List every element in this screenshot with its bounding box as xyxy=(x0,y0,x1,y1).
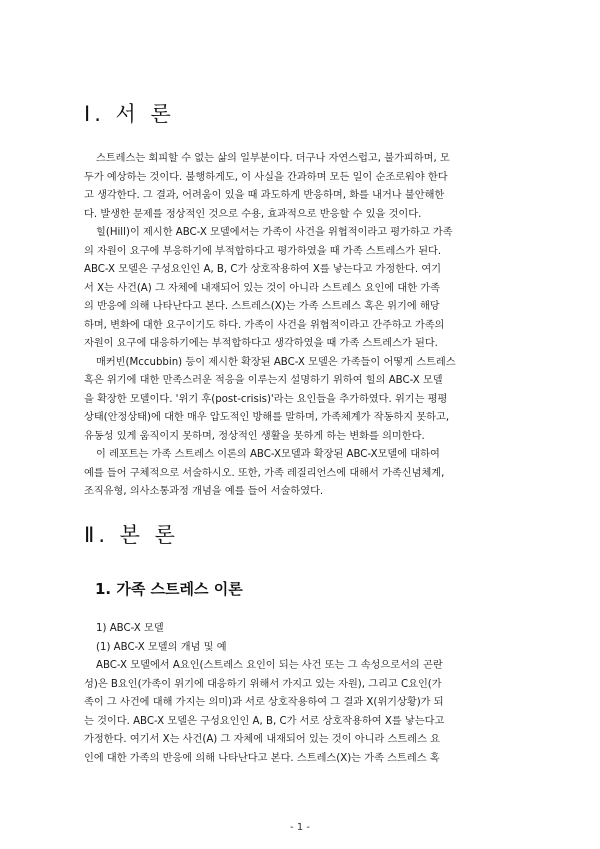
text-line: 족이 그 사건에 대해 가지는 의미)과 서로 상호작용하여 그 결과 X(위기상황)가 되 xyxy=(84,697,444,708)
subsection-title: 1. 가족 스트레스 이론 xyxy=(95,580,243,598)
text-line: 조직유형, 의사소통과정 개념을 예를 들어 서술하였다. xyxy=(84,486,324,497)
text-line: ABC-X 모델에서 A요인(스트레스 요인이 되는 사건 또는 그 속성으로서의 곤란 xyxy=(96,660,443,671)
section-title-introduction: Ⅰ. 서 론 xyxy=(84,102,175,126)
text-line: 의 반응에 의해 나타난다고 본다. 스트레스(X)는 가족 스트레스 혹은 위기에 해당 xyxy=(84,301,440,312)
text-line: 고 생각한다. 그 결과, 어려움이 있을 때 과도하게 반응하며, 화를 내거나 불안해한 xyxy=(84,190,445,201)
body-text xyxy=(84,620,516,768)
text-line: 매커빈(Mccubbin) 등이 제시한 확장된 ABC-X 모델은 가족들이 어떻게 스트레스 xyxy=(96,356,456,368)
text-line: (1) ABC-X 모델의 개념 및 예 xyxy=(96,641,227,653)
text-line: 의 자원이 요구에 부응하기에 부적합하다고 평가하였을 때 가족 스트레스가 된다. xyxy=(84,245,442,257)
text-line: 가정한다. 여기서 X는 사건(A) 그 자체에 내재되어 있는 것이 아니라 스트레스 요 xyxy=(84,734,440,745)
text-line: 을 확장한 모델이다. '위기 후(post-crisis)'라는 요인들을 추가하였다. 위기는 평평 xyxy=(84,393,448,405)
text-line: 인에 대한 가족의 반응에 의해 나타난다고 본다. 스트레스(X)는 가족 스트레스 혹 xyxy=(84,752,440,764)
text-line: 스트레스는 회피할 수 없는 삶의 일부분이다. 더구나 자연스럽고, 불가피하며, 모 xyxy=(96,153,450,164)
text-line: 두가 예상하는 것이다. 불행하게도, 이 사실을 간과하며 모든 일이 순조로워야 한다 xyxy=(84,171,448,183)
text-line: 성)은 B요인(가족이 위기에 대응하기 위해서 가지고 있는 자원), 그리고 C요인(가 xyxy=(84,678,442,690)
text-line: 혹은 위기에 대한 만족스러운 적응을 이루는지 설명하기 위하여 힐의 ABC-X 모델 xyxy=(84,375,443,386)
section-title-body: Ⅱ. 본 론 xyxy=(84,523,179,547)
text-line: 하며, 변화에 대한 요구이기도 하다. 가족이 사건을 위협적이라고 간주하고 가족의 xyxy=(84,319,445,331)
text-line: 는 것이다. ABC-X 모델은 구성요인인 A, B, C가 서로 상호작용하여 X를 낳는다고 xyxy=(84,715,445,727)
text-line: 1) ABC-X 모델 xyxy=(96,623,164,634)
page-number: - 1 - xyxy=(290,822,310,833)
text-line: 다. 발생한 문제를 정상적인 것으로 수용, 효과적으로 반응할 수 있을 것이다. xyxy=(84,208,422,220)
text-line: ABC-X 모델은 구성요인인 A, B, C가 상호작용하여 X를 낳는다고 가정한다. 여기 xyxy=(84,264,442,275)
text-line: 예를 들어 구체적으로 서술하시오. 또한, 가족 레질리언스에 대해서 가족신념체계, xyxy=(84,467,445,479)
text-line: 힐(Hill)이 제시한 ABC-X 모델에서는 가족이 사건을 위협적이라고 평가하고 가족 xyxy=(96,227,453,238)
text-line: 상태(안정상태)에 대한 매우 압도적인 방해를 말하며, 가족체계가 작동하지 못하고, xyxy=(84,412,450,423)
text-line: 이 레포트는 가족 스트레스 이론의 ABC-X모델과 확장된 ABC-X모델에 대하여 xyxy=(96,449,440,460)
text-line: 서 X는 사건(A) 그 자체에 내재되어 있는 것이 아니라 스트레스 요인에 대한 가족 xyxy=(84,282,440,294)
introduction-text xyxy=(84,150,516,502)
text-line: 자원이 요구에 대응하기에는 부적합하다고 생각하였을 때 가족 스트레스가 된다. xyxy=(84,338,438,349)
text-line: 유동성 있게 움직이지 못하며, 정상적인 생활을 못하게 하는 변화를 의미한다. xyxy=(84,430,425,442)
